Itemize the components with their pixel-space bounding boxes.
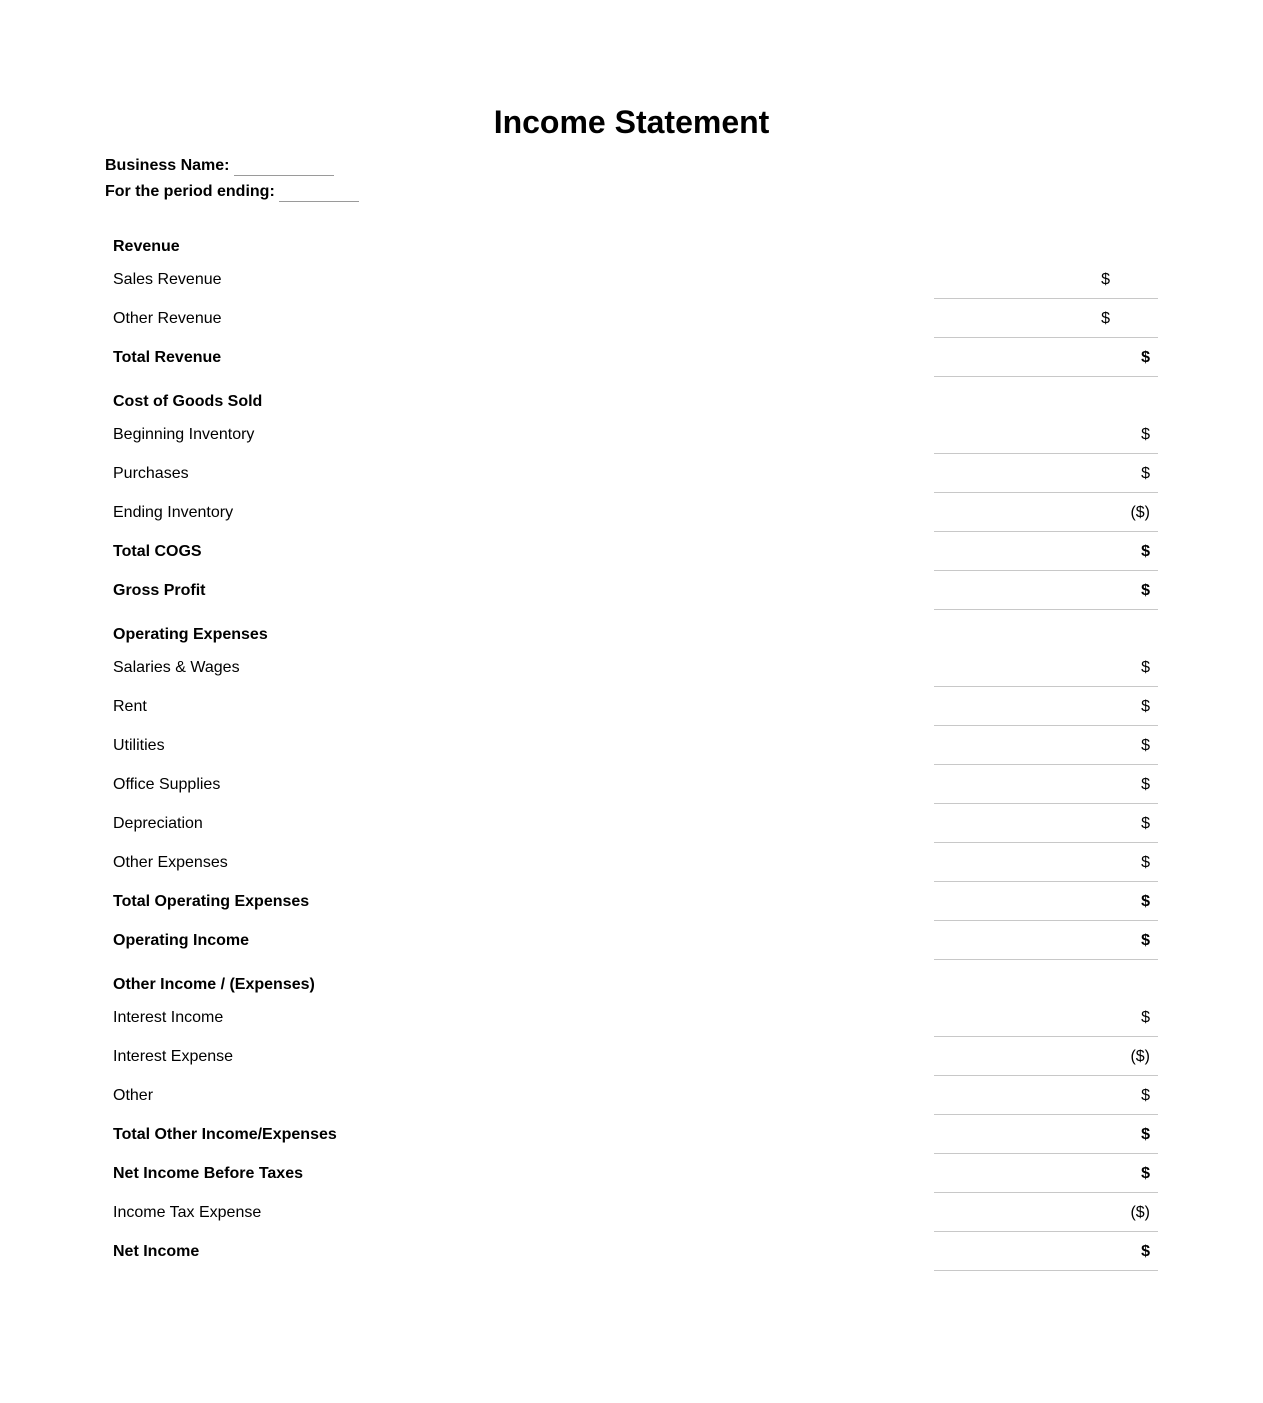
amount-symbol: ($) [1130,1048,1150,1065]
amount-symbol: $ [1141,582,1150,599]
amount-field-sales-revenue[interactable] [934,260,1158,299]
row-label-beginning-inventory: Beginning Inventory [113,426,255,443]
amount-symbol: $ [1141,737,1150,754]
amount-field-total-other-income-expenses[interactable] [934,1115,1158,1154]
amount-field-total-revenue[interactable] [934,338,1158,377]
row-label-ending-inventory: Ending Inventory [113,504,234,521]
amount-symbol: $ [1141,815,1150,832]
amount-symbol: $ [1141,698,1150,715]
amount-symbol: $ [1141,349,1150,366]
amount-field-net-income[interactable] [934,1232,1158,1271]
amount-symbol: ($) [1130,504,1150,521]
business-name-label: Business Name: [105,157,230,174]
row-label-interest-income: Interest Income [113,1009,224,1026]
row-label-other-expenses: Other Expenses [113,854,228,871]
section-header-revenue: Revenue [113,238,180,255]
amount-field-net-income-before-taxes[interactable] [934,1154,1158,1193]
amount-field-salaries-wages[interactable] [934,648,1158,687]
row-label-interest-expense: Interest Expense [113,1048,234,1065]
amount-symbol: $ [1141,543,1150,560]
amount-symbol: $ [1141,1243,1150,1260]
row-label-purchases: Purchases [113,465,189,482]
amount-field-depreciation[interactable] [934,804,1158,843]
amount-field-other[interactable] [934,1076,1158,1115]
amount-field-utilities[interactable] [934,726,1158,765]
amount-symbol: $ [1141,1009,1150,1026]
amount-field-other-expenses[interactable] [934,843,1158,882]
amount-symbol: $ [1141,776,1150,793]
section-header-operating-expenses: Operating Expenses [113,626,268,643]
amount-field-operating-income[interactable] [934,921,1158,960]
row-label-depreciation: Depreciation [113,815,203,832]
row-label-rent: Rent [113,698,147,715]
row-label-total-other-income-expenses: Total Other Income/Expenses [113,1126,337,1143]
amount-field-interest-income[interactable] [934,998,1158,1037]
amount-symbol: $ [1141,932,1150,949]
row-label-utilities: Utilities [113,737,165,754]
amount-symbol: $ [1141,659,1150,676]
amount-symbol: $ [1101,271,1110,288]
row-label-total-operating-expenses: Total Operating Expenses [113,893,310,910]
amount-symbol: $ [1141,854,1150,871]
amount-field-office-supplies[interactable] [934,765,1158,804]
amount-field-income-tax-expense[interactable] [934,1193,1158,1232]
amount-symbol: $ [1141,426,1150,443]
row-label-other-revenue: Other Revenue [113,310,222,327]
row-label-total-cogs: Total COGS [113,543,202,560]
amount-field-interest-expense[interactable] [934,1037,1158,1076]
row-label-office-supplies: Office Supplies [113,776,221,793]
row-label-other: Other [113,1087,154,1104]
amount-field-gross-profit[interactable] [934,571,1158,610]
amount-field-rent[interactable] [934,687,1158,726]
row-label-net-income-before-taxes: Net Income Before Taxes [113,1165,303,1182]
amount-symbol: $ [1141,465,1150,482]
amount-field-beginning-inventory[interactable] [934,415,1158,454]
row-label-sales-revenue: Sales Revenue [113,271,222,288]
amount-symbol: $ [1141,1165,1150,1182]
amount-symbol: $ [1141,893,1150,910]
period-ending-label: For the period ending: [105,183,275,200]
amount-field-ending-inventory[interactable] [934,493,1158,532]
amount-field-total-cogs[interactable] [934,532,1158,571]
amount-symbol: $ [1101,310,1110,327]
row-label-salaries-wages: Salaries & Wages [113,659,240,676]
amount-symbol: ($) [1130,1204,1150,1221]
amount-symbol: $ [1141,1126,1150,1143]
amount-field-purchases[interactable] [934,454,1158,493]
amount-field-other-revenue[interactable] [934,299,1158,338]
section-header-cost-of-goods-sold: Cost of Goods Sold [113,393,263,410]
row-label-total-revenue: Total Revenue [113,349,222,366]
page-title: Income Statement [493,104,770,140]
row-label-net-income: Net Income [113,1243,200,1260]
row-label-income-tax-expense: Income Tax Expense [113,1204,262,1221]
section-header-other-income-expenses: Other Income / (Expenses) [113,976,315,993]
row-label-operating-income: Operating Income [113,932,250,949]
row-label-gross-profit: Gross Profit [113,582,206,599]
amount-symbol: $ [1141,1087,1150,1104]
amount-field-total-operating-expenses[interactable] [934,882,1158,921]
